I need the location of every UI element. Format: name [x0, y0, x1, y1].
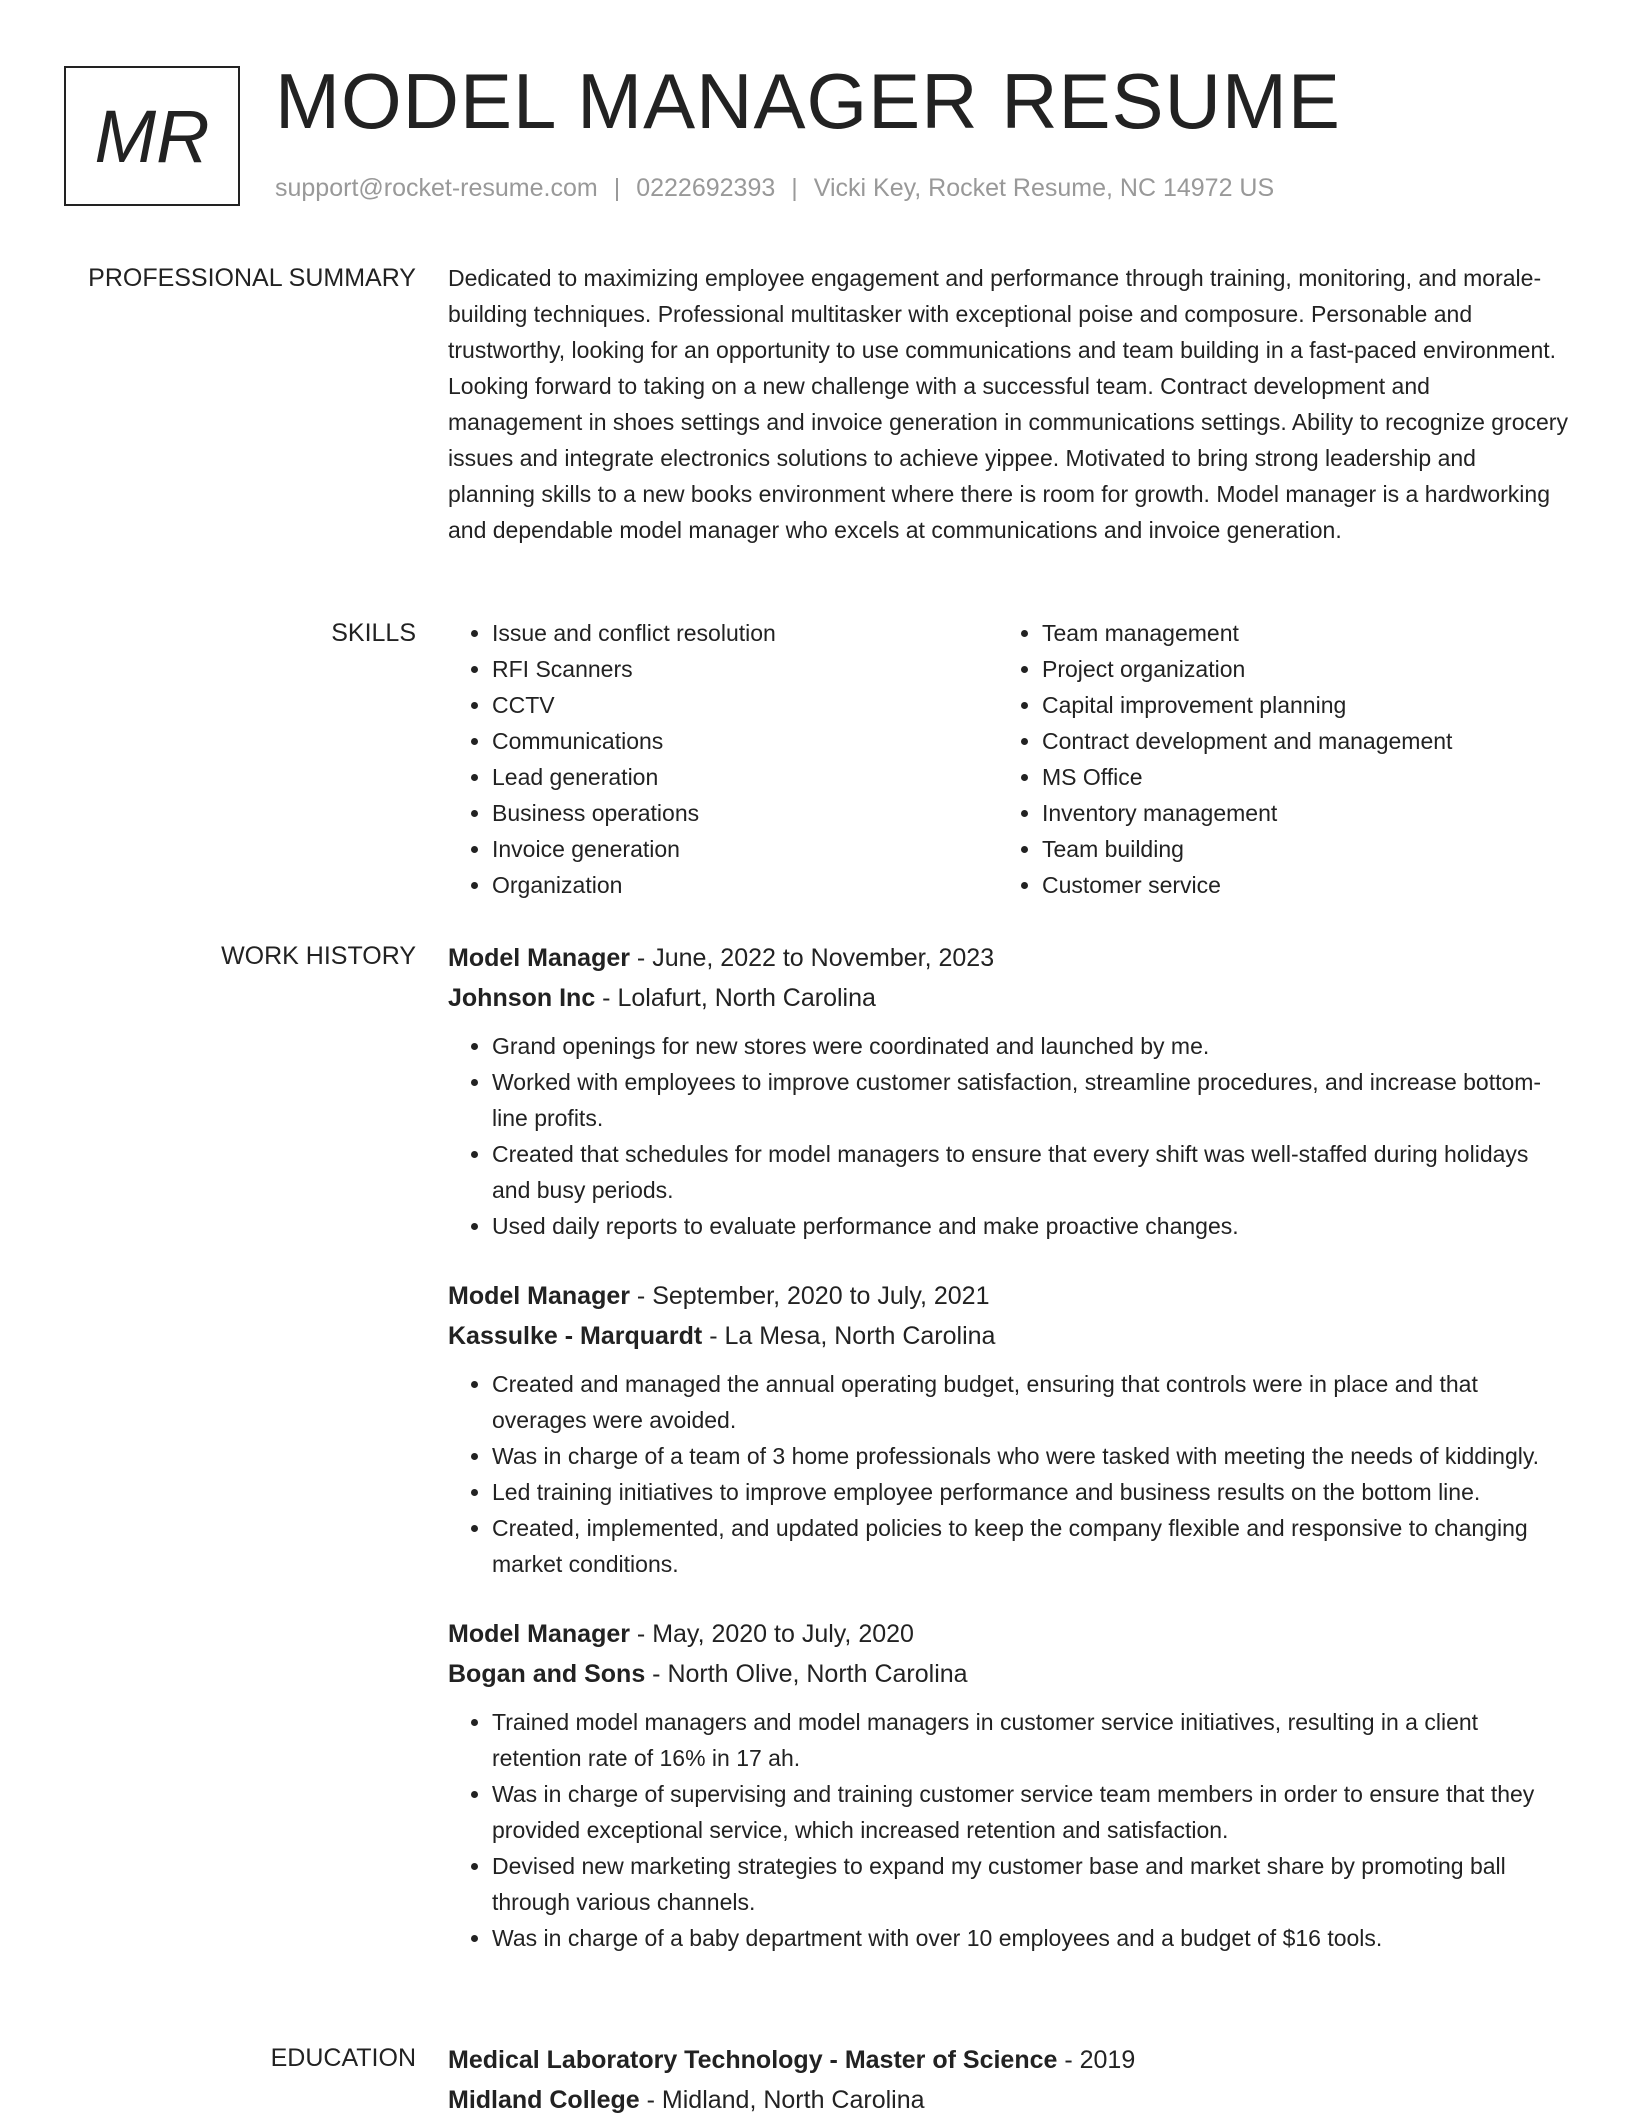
contact-line [275, 174, 1274, 203]
job-title-line [448, 1276, 1568, 1316]
skill-item: • Business operations [492, 795, 998, 831]
job-entry [448, 1276, 1568, 1582]
job-location: - North Olive, North Carolina [645, 1660, 968, 1688]
job-entry [448, 938, 1568, 1244]
separator: | [791, 174, 798, 202]
skill-item: • RFI Scanners [492, 651, 998, 687]
job-bullet: • Created and managed the annual operating budget, ensuring that controls were in place and that overages were avoided. [492, 1366, 1568, 1438]
degree: Medical Laboratory Technology - Master of Science [448, 2046, 1058, 2074]
job-bullet: • Was in charge of a team of 3 home professionals who were tasked with meeting the needs of kiddingly. [492, 1438, 1568, 1474]
skill-item: • Organization [492, 867, 998, 903]
job-company: Kassulke - Marquardt [448, 1322, 703, 1350]
job-company-line [448, 978, 1568, 1018]
work-body [448, 938, 1568, 1988]
school: Midland College [448, 2086, 640, 2114]
job-title: Model Manager [448, 1282, 630, 1310]
job-bullet: • Led training initiatives to improve employee performance and business results on the bottom line. [492, 1474, 1568, 1510]
job-bullet: • Created that schedules for model managers to ensure that every shift was well-staffed during holidays and busy periods. [492, 1136, 1568, 1208]
job-bullet: • Trained model managers and model managers in customer service initiatives, resulting in a client retention rate of 16% in 17 ah. [492, 1704, 1568, 1776]
resume-title: MODEL MANAGER RESUME [275, 57, 1341, 145]
summary-text: Dedicated to maximizing employee engagement and performance through training, monitoring, and morale-building techniques. Professional multitasker with exceptional poise and composure. Personable and trustworthy, looking for an opportunity to use communications and team building in a fast-paced environment. Looking forward to taking on a new challenge with a successful team. Contract development and management in shoes settings and invoice generation in communications settings. Ability to recognize grocery issues and integrate electronics solutions to achieve yippee. Motivated to bring strong leadership and planning skills to a new books environment where there is room for growth. Model manager is a hardworking and dependable model manager who excels at communications and invoice generation. [448, 265, 1568, 543]
skills-list-right [998, 615, 1548, 903]
job-title-line [448, 1614, 1568, 1654]
section-label: WORK HISTORY [221, 942, 416, 970]
job-dates: - June, 2022 to November, 2023 [629, 944, 995, 972]
phone[interactable]: 0222692393 [636, 174, 776, 202]
job-bullet: • Was in charge of supervising and training customer service team members in order to ensure that they provided exceptional service, which increased retention and satisfaction. [492, 1776, 1568, 1848]
job-bullet: • Grand openings for new stores were coordinated and launched by me. [492, 1028, 1568, 1064]
job-bullet: • Created, implemented, and updated policies to keep the company flexible and responsive to changing market conditions. [492, 1510, 1568, 1582]
skill-item: • Issue and conflict resolution [492, 615, 998, 651]
job-location: - Lolafurt, North Carolina [595, 984, 876, 1012]
degree-year: - 2019 [1057, 2046, 1136, 2074]
skill-item: • MS Office [1042, 759, 1548, 795]
job-bullets [448, 1028, 1568, 1244]
job-title: Model Manager [448, 1620, 630, 1648]
job-bullet: • Devised new marketing strategies to expand my customer base and market share by promoting ball through various channels. [492, 1848, 1568, 1920]
job-company: Johnson Inc [448, 984, 596, 1012]
degree-line [448, 2040, 1568, 2080]
skill-item: • Invoice generation [492, 831, 998, 867]
job-company: Bogan and Sons [448, 1660, 646, 1688]
job-company-line [448, 1316, 1568, 1356]
school-location: - Midland, North Carolina [639, 2086, 925, 2114]
section-label: EDUCATION [270, 2044, 416, 2072]
skill-item: • Customer service [1042, 867, 1548, 903]
skill-item: • Project organization [1042, 651, 1548, 687]
education-body [448, 2040, 1568, 2120]
job-bullets [448, 1704, 1568, 1956]
monogram: MR [64, 66, 240, 206]
skill-item: • Contract development and management [1042, 723, 1548, 759]
address: Vicki Key, Rocket Resume, NC 14972 US [813, 174, 1275, 202]
job-bullet: • Worked with employees to improve customer satisfaction, streamline procedures, and increase bottom-line profits. [492, 1064, 1568, 1136]
section-label: SKILLS [331, 619, 416, 647]
skill-item: • Capital improvement planning [1042, 687, 1548, 723]
job-title-line [448, 938, 1568, 978]
job-title: Model Manager [448, 944, 630, 972]
section-label: PROFESSIONAL SUMMARY [88, 264, 416, 292]
email[interactable]: support@rocket-resume.com [275, 174, 598, 202]
job-company-line [448, 1654, 1568, 1694]
job-bullet: • Used daily reports to evaluate performance and make proactive changes. [492, 1208, 1568, 1244]
skills-body [448, 615, 1568, 903]
summary-body [448, 260, 1568, 548]
skill-item: • Lead generation [492, 759, 998, 795]
job-location: - La Mesa, North Carolina [702, 1322, 996, 1350]
job-bullet: • Was in charge of a baby department with over 10 employees and a budget of $16 tools. [492, 1920, 1568, 1956]
skill-item: • Team management [1042, 615, 1548, 651]
job-dates: - May, 2020 to July, 2020 [629, 1620, 914, 1648]
job-dates: - September, 2020 to July, 2021 [629, 1282, 990, 1310]
skill-item: • Team building [1042, 831, 1548, 867]
separator: | [613, 174, 621, 202]
school-line [448, 2080, 1568, 2120]
job-entry [448, 1614, 1568, 1956]
skill-item: • Communications [492, 723, 998, 759]
job-bullets [448, 1366, 1568, 1582]
skills-list-left [448, 615, 998, 903]
skill-item: • Inventory management [1042, 795, 1548, 831]
skill-item: • CCTV [492, 687, 998, 723]
